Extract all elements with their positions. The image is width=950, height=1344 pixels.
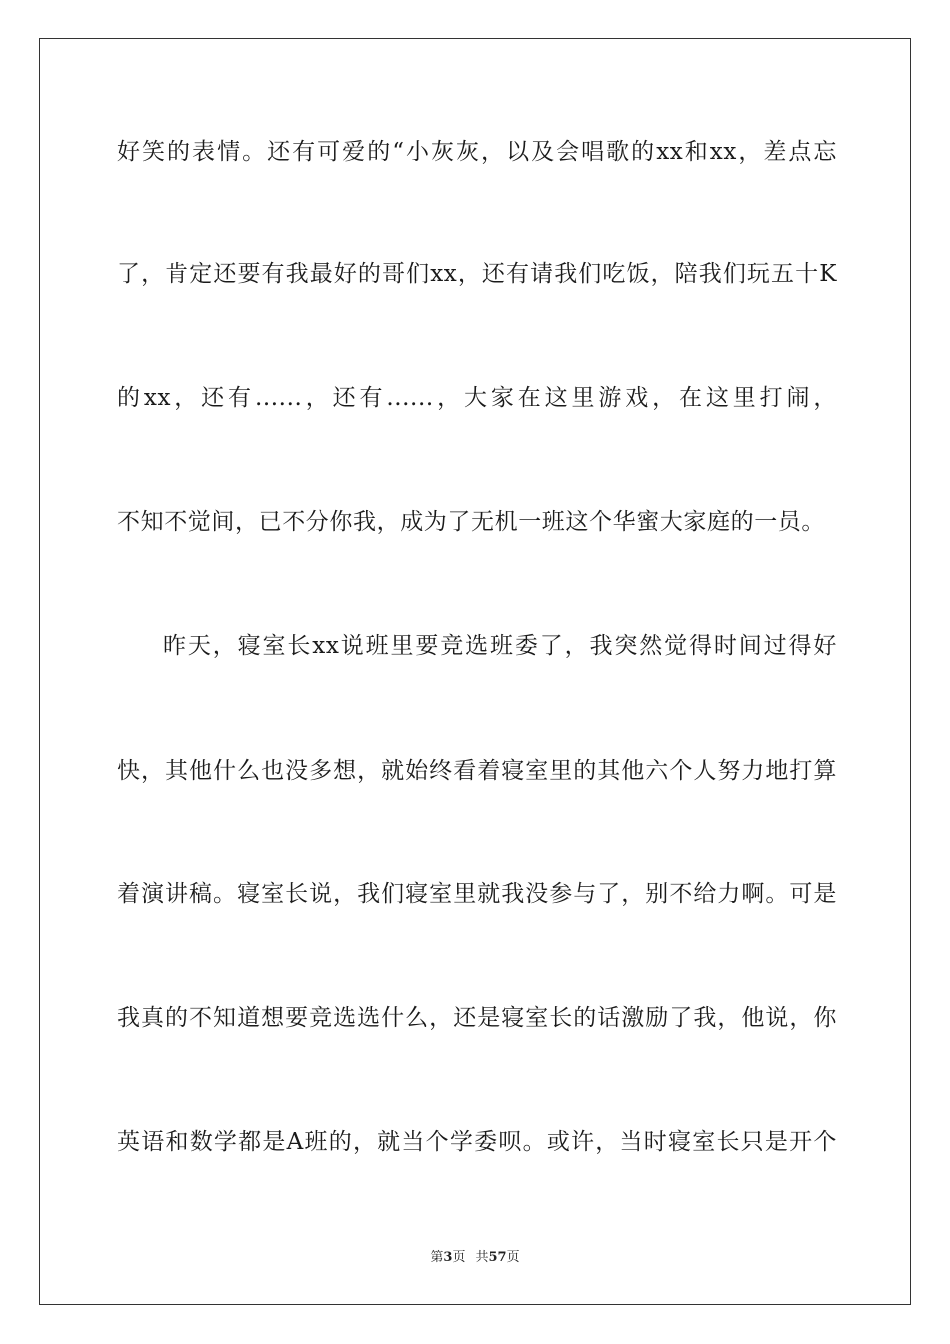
footer-page-number: 3 — [443, 1250, 453, 1265]
body-text-line: 我真的不知道想要竞选选什么，还是寝室长的话激励了我，他说，你 — [117, 1005, 837, 1031]
body-text-line: 好笑的表情。还有可爱的“小灰灰，以及会唱歌的xx和xx，差点忘 — [117, 139, 837, 165]
body-text-line: 的xx，还有......，还有......，大家在这里游戏，在这里打闹， — [117, 385, 837, 411]
footer-page-suffix: 页 — [452, 1250, 466, 1265]
footer-page-prefix: 第 — [430, 1250, 444, 1265]
body-text-line: 了，肯定还要有我最好的哥们xx，还有请我们吃饭，陪我们玩五十K — [117, 261, 837, 287]
body-text-line: 英语和数学都是A班的，就当个学委呗。或许，当时寝室长只是开个 — [117, 1129, 837, 1155]
footer-total-prefix: 共 — [475, 1250, 489, 1265]
body-text-line: 着演讲稿。寝室长说，我们寝室里就我没参与了，别不给力啊。可是 — [117, 881, 837, 907]
body-text-line: 快，其他什么也没多想，就始终看着寝室里的其他六个人努力地打算 — [117, 758, 837, 784]
page-footer — [0, 1249, 950, 1267]
footer-total-suffix: 页 — [506, 1250, 520, 1265]
footer-total-pages: 57 — [488, 1250, 507, 1265]
page-border — [39, 38, 911, 1305]
body-text-line: 昨天，寝室长xx说班里要竞选班委了，我突然觉得时间过得好 — [163, 633, 837, 659]
body-text-line: 不知不觉间，已不分你我，成为了无机一班这个华蜜大家庭的一员。 — [117, 509, 825, 535]
